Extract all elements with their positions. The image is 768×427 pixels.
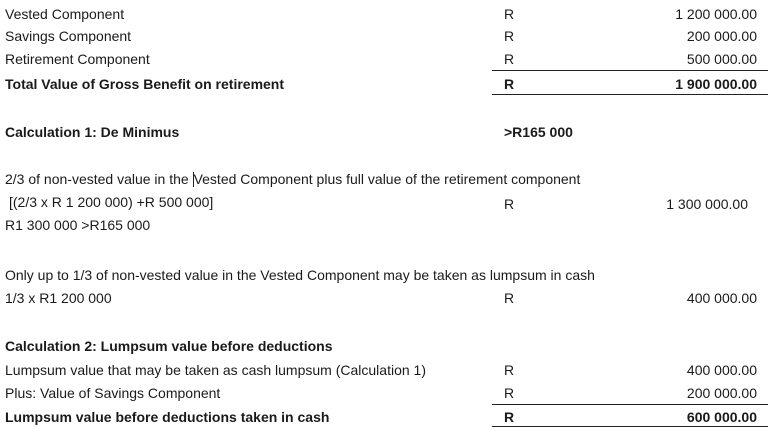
total-divider [492, 94, 768, 95]
total-amount: 1 900 000.00 [675, 76, 757, 92]
calc2-row-label-savings: Plus: Value of Savings Component [5, 385, 221, 401]
calc2-total-currency: R [504, 409, 515, 425]
calc1-formula-amount: 1 300 000.00 [666, 196, 748, 212]
row-currency-savings: R [504, 28, 515, 44]
calc1-third-currency: R [504, 290, 515, 306]
calc2-row-label-lumpsum: Lumpsum value that may be taken as cash lumpsum (Calculation 1) [5, 362, 426, 378]
calc1-third-amount: 400 000.00 [686, 290, 757, 306]
row-currency-retirement: R [504, 51, 515, 67]
row-label-retirement: Retirement Component [5, 51, 150, 67]
row-amount-savings: 200 000.00 [686, 28, 757, 44]
subtotal-divider [492, 70, 768, 71]
calc1-comparison: R1 300 000 >R165 000 [5, 217, 151, 233]
calc2-total-label: Lumpsum value before deductions taken in cash [5, 409, 330, 425]
calc2-subtotal-divider [492, 404, 768, 405]
calc2-row-amount-savings: 200 000.00 [686, 385, 757, 401]
calc2-row-amount-lumpsum: 400 000.00 [686, 362, 757, 378]
row-amount-vested: 1 200 000.00 [675, 6, 757, 22]
calc1-formula: [(2/3 x R 1 200 000) +R 500 000] [9, 194, 214, 210]
calc1-desc-part1: 2/3 of non-vested value in the [5, 171, 193, 187]
calc1-heading: Calculation 1: De Minimus [5, 124, 180, 140]
total-label: Total Value of Gross Benefit on retirement [5, 76, 285, 92]
calc2-heading: Calculation 2: Lumpsum value before deductions [5, 338, 333, 354]
calc1-third-label: 1/3 x R1 200 000 [5, 290, 112, 306]
calc2-total-amount: 600 000.00 [686, 409, 757, 425]
row-amount-retirement: 500 000.00 [686, 51, 757, 67]
row-currency-vested: R [504, 6, 515, 22]
calc1-description [5, 171, 580, 187]
calc1-desc-part2: Vested Component plus full value of the retirement component [193, 171, 581, 187]
row-label-vested: Vested Component [5, 6, 125, 22]
calc1-threshold: >R165 000 [504, 124, 573, 140]
total-currency: R [504, 76, 515, 92]
calc1-formula-currency: R [504, 196, 515, 212]
calc2-row-currency-lumpsum: R [504, 362, 515, 378]
calc1-note: Only up to 1/3 of non-vested value in the Vested Component may be taken as lumpsum in cash [5, 267, 595, 283]
row-label-savings: Savings Component [5, 28, 132, 44]
calc2-row-currency-savings: R [504, 385, 515, 401]
